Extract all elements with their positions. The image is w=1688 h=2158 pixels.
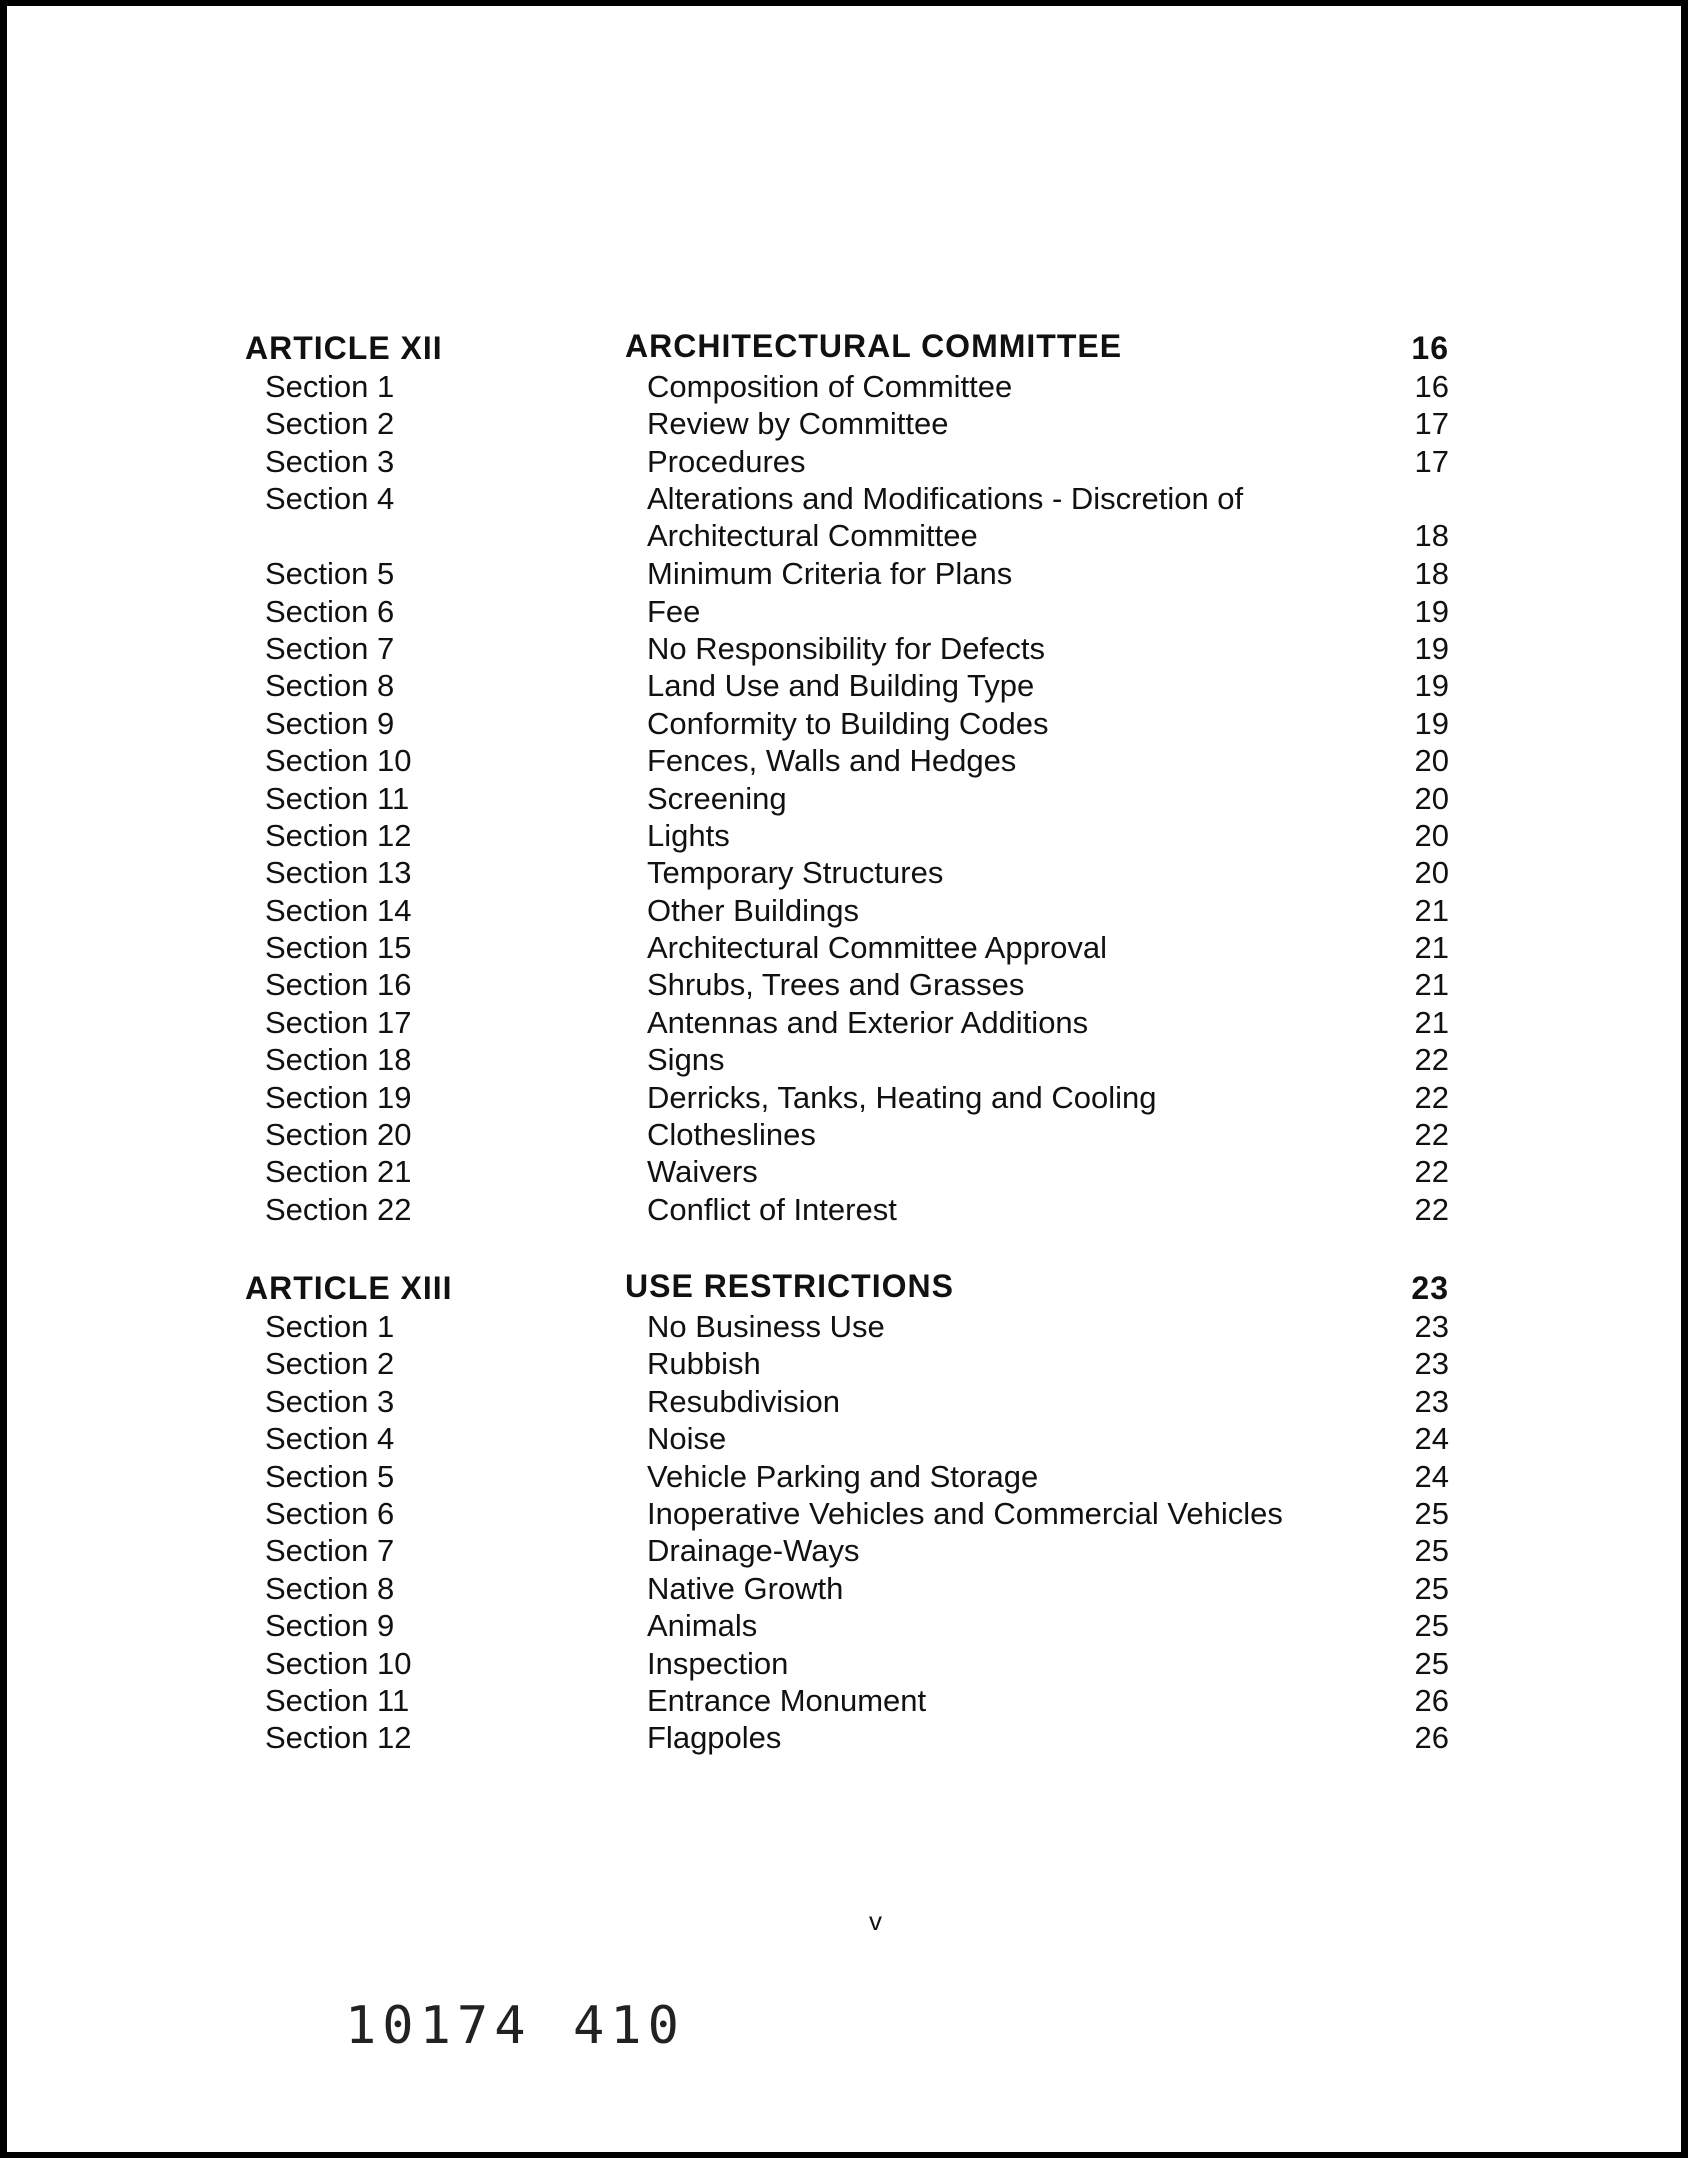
toc-entry-row bbox=[7, 854, 1681, 891]
section-number: Section 19 bbox=[265, 1079, 412, 1115]
section-title: Other Buildings bbox=[647, 892, 859, 928]
section-title: Review by Committee bbox=[647, 406, 949, 442]
section-page: 22 bbox=[1414, 1079, 1449, 1115]
toc-entry-row bbox=[7, 1420, 1681, 1457]
article-number: ARTICLE XIII bbox=[245, 1270, 453, 1306]
toc-entry-row bbox=[7, 1079, 1681, 1116]
document-page bbox=[7, 6, 1681, 2152]
section-page: 25 bbox=[1414, 1495, 1449, 1531]
toc-entry-row bbox=[7, 368, 1681, 405]
toc-entry-row bbox=[7, 1607, 1681, 1644]
section-number: Section 7 bbox=[265, 1533, 395, 1569]
section-number: Section 14 bbox=[265, 892, 412, 928]
section-number: Section 1 bbox=[265, 1309, 395, 1344]
section-number: Section 20 bbox=[265, 1117, 412, 1153]
section-title: Procedures bbox=[647, 443, 806, 479]
section-page: 19 bbox=[1414, 668, 1449, 704]
toc-entry-row bbox=[7, 742, 1681, 779]
toc-entry-row bbox=[7, 1191, 1681, 1228]
section-page: 18 bbox=[1414, 556, 1449, 592]
toc-entry-row bbox=[7, 780, 1681, 817]
article-page: 23 bbox=[1411, 1270, 1449, 1306]
section-title: No Responsibility for Defects bbox=[647, 630, 1045, 666]
section-title: Clotheslines bbox=[647, 1117, 816, 1153]
section-number: Section 5 bbox=[265, 1458, 395, 1494]
section-number: Section 4 bbox=[265, 481, 395, 517]
section-title: Screening bbox=[647, 780, 787, 816]
section-number: Section 2 bbox=[265, 406, 395, 442]
section-number: Section 18 bbox=[265, 1042, 412, 1078]
section-title: Fee bbox=[647, 593, 701, 629]
toc-entry-row bbox=[7, 1495, 1681, 1532]
article-number: ARTICLE XII bbox=[245, 330, 443, 366]
toc-entry-row bbox=[7, 1345, 1681, 1382]
section-number: Section 9 bbox=[265, 705, 395, 741]
section-number: Section 13 bbox=[265, 855, 412, 891]
section-title: Noise bbox=[647, 1421, 727, 1457]
section-page: 21 bbox=[1414, 930, 1449, 966]
section-title: Lights bbox=[647, 817, 730, 853]
section-title: Flagpoles bbox=[647, 1720, 782, 1756]
section-title: Vehicle Parking and Storage bbox=[647, 1458, 1039, 1494]
toc-entry-row bbox=[7, 817, 1681, 854]
section-page: 26 bbox=[1414, 1720, 1449, 1756]
section-page: 20 bbox=[1414, 743, 1449, 779]
section-title: Antennas and Exterior Additions bbox=[647, 1004, 1089, 1040]
section-page: 19 bbox=[1414, 630, 1449, 666]
section-page: 18 bbox=[1414, 518, 1449, 554]
section-page: 24 bbox=[1414, 1421, 1449, 1457]
section-title: Entrance Monument bbox=[647, 1682, 927, 1718]
toc-entry-row bbox=[7, 443, 1681, 480]
section-number: Section 6 bbox=[265, 1495, 395, 1531]
toc-entry-row bbox=[7, 667, 1681, 704]
toc-entry-row bbox=[7, 1004, 1681, 1041]
section-page: 23 bbox=[1414, 1309, 1449, 1344]
section-number: Section 5 bbox=[265, 556, 395, 592]
article-xii-block bbox=[7, 328, 1681, 1228]
section-page: 26 bbox=[1414, 1682, 1449, 1718]
section-number: Section 4 bbox=[265, 1421, 395, 1457]
section-page: 22 bbox=[1414, 1191, 1449, 1227]
section-number: Section 17 bbox=[265, 1004, 412, 1040]
section-title: Rubbish bbox=[647, 1346, 761, 1382]
section-title: Land Use and Building Type bbox=[647, 668, 1035, 704]
section-page: 19 bbox=[1414, 593, 1449, 629]
section-number: Section 12 bbox=[265, 1720, 412, 1756]
toc-entry-row bbox=[7, 1532, 1681, 1569]
article-heading-row bbox=[7, 1268, 1681, 1308]
section-number: Section 22 bbox=[265, 1191, 412, 1227]
toc-entry-row bbox=[7, 480, 1681, 555]
section-page: 21 bbox=[1414, 1004, 1449, 1040]
section-number: Section 7 bbox=[265, 630, 395, 666]
article-page: 16 bbox=[1411, 330, 1449, 366]
section-title: Inspection bbox=[647, 1645, 789, 1681]
section-title: Conflict of Interest bbox=[647, 1191, 897, 1227]
section-number: Section 1 bbox=[265, 369, 395, 404]
section-title: Temporary Structures bbox=[647, 855, 944, 891]
toc-entry-row bbox=[7, 1041, 1681, 1078]
section-number: Section 8 bbox=[265, 1570, 395, 1606]
section-title: Waivers bbox=[647, 1154, 758, 1190]
section-number: Section 21 bbox=[265, 1154, 412, 1190]
section-title: Conformity to Building Codes bbox=[647, 705, 1049, 741]
page-number: v bbox=[869, 1906, 882, 1936]
section-page: 17 bbox=[1414, 443, 1449, 479]
section-number: Section 11 bbox=[265, 1682, 410, 1718]
toc-entry-row bbox=[7, 405, 1681, 442]
section-page: 20 bbox=[1414, 855, 1449, 891]
toc-entry-row bbox=[7, 1383, 1681, 1420]
section-list bbox=[7, 368, 1681, 1228]
toc-entry-row bbox=[7, 593, 1681, 630]
section-page: 23 bbox=[1414, 1383, 1449, 1419]
section-number: Section 6 bbox=[265, 593, 395, 629]
section-title: Derricks, Tanks, Heating and Cooling bbox=[647, 1079, 1157, 1115]
section-title: Architectural Committee Approval bbox=[647, 930, 1108, 966]
section-number: Section 16 bbox=[265, 967, 412, 1003]
toc-entry-row bbox=[7, 1570, 1681, 1607]
section-page: 23 bbox=[1414, 1346, 1449, 1382]
section-number: Section 2 bbox=[265, 1346, 395, 1382]
section-page: 25 bbox=[1414, 1570, 1449, 1606]
toc-entry-row bbox=[7, 1153, 1681, 1190]
section-number: Section 9 bbox=[265, 1608, 395, 1644]
section-page: 24 bbox=[1414, 1458, 1449, 1494]
section-number: Section 3 bbox=[265, 1383, 395, 1419]
section-page: 20 bbox=[1414, 780, 1449, 816]
footer-code-part: 410 bbox=[573, 1996, 685, 2056]
article-heading-row bbox=[7, 328, 1681, 368]
section-title: Native Growth bbox=[647, 1570, 844, 1606]
section-page: 25 bbox=[1414, 1608, 1449, 1644]
section-title: Composition of Committee bbox=[647, 369, 1013, 404]
toc-entry-row bbox=[7, 1458, 1681, 1495]
section-page: 22 bbox=[1414, 1117, 1449, 1153]
section-number: Section 10 bbox=[265, 1645, 412, 1681]
toc-entry-row bbox=[7, 1682, 1681, 1719]
toc-entry-row bbox=[7, 1308, 1681, 1345]
section-page: 19 bbox=[1414, 705, 1449, 741]
section-number: Section 8 bbox=[265, 668, 395, 704]
section-page: 21 bbox=[1414, 892, 1449, 928]
section-number: Section 10 bbox=[265, 743, 412, 779]
article-title: USE RESTRICTIONS bbox=[625, 1268, 954, 1304]
section-page: 21 bbox=[1414, 967, 1449, 1003]
section-page: 16 bbox=[1414, 369, 1449, 404]
section-number: Section 3 bbox=[265, 443, 395, 479]
section-page: 25 bbox=[1414, 1533, 1449, 1569]
toc-entry-row bbox=[7, 929, 1681, 966]
section-title: Shrubs, Trees and Grasses bbox=[647, 967, 1025, 1003]
toc-entry-row bbox=[7, 630, 1681, 667]
section-title: Alterations and Modifications - Discretion of Architectural Committee bbox=[647, 481, 1244, 554]
section-number: Section 12 bbox=[265, 817, 412, 853]
toc-entry-row bbox=[7, 1645, 1681, 1682]
section-title: Animals bbox=[647, 1608, 758, 1644]
section-title: Inoperative Vehicles and Commercial Vehicles bbox=[647, 1495, 1283, 1531]
section-page: 22 bbox=[1414, 1042, 1449, 1078]
section-title: Minimum Criteria for Plans bbox=[647, 556, 1013, 592]
section-page: 25 bbox=[1414, 1645, 1449, 1681]
toc-entry-row bbox=[7, 555, 1681, 592]
section-page: 17 bbox=[1414, 406, 1449, 442]
toc-entry-row bbox=[7, 1719, 1681, 1756]
section-list bbox=[7, 1308, 1681, 1757]
toc-entry-row bbox=[7, 966, 1681, 1003]
section-title: No Business Use bbox=[647, 1309, 885, 1344]
section-title: Drainage-Ways bbox=[647, 1533, 860, 1569]
section-page: 22 bbox=[1414, 1154, 1449, 1190]
footer-code-part: 10174 bbox=[345, 1996, 532, 2056]
section-number: Section 15 bbox=[265, 930, 412, 966]
section-title: Fences, Walls and Hedges bbox=[647, 743, 1017, 779]
toc-entry-row bbox=[7, 1116, 1681, 1153]
section-number: Section 11 bbox=[265, 780, 410, 816]
article-xiii-block bbox=[7, 1268, 1681, 1757]
article-title: ARCHITECTURAL COMMITTEE bbox=[625, 328, 1123, 364]
section-title: Signs bbox=[647, 1042, 725, 1078]
section-page: 20 bbox=[1414, 817, 1449, 853]
toc-entry-row bbox=[7, 892, 1681, 929]
section-title: Resubdivision bbox=[647, 1383, 840, 1419]
toc-entry-row bbox=[7, 705, 1681, 742]
